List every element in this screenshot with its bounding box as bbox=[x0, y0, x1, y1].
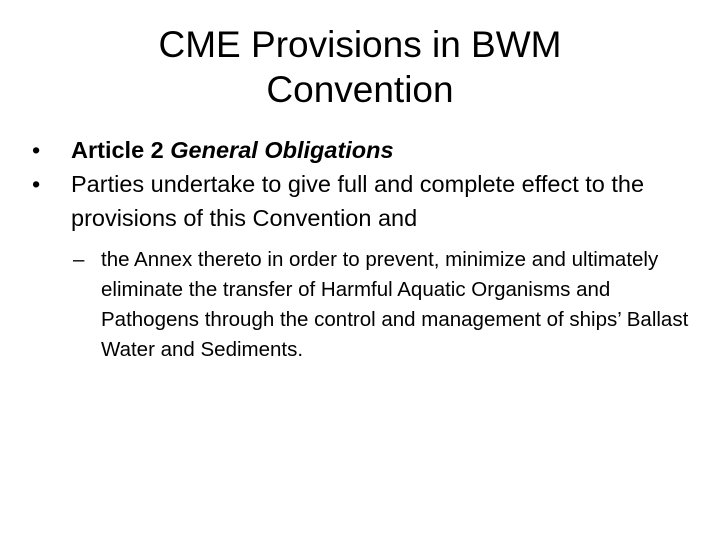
sub-bullet-annex bbox=[26, 245, 691, 365]
bullet-text: Parties undertake to give full and complete effect to the provisions of this Convention and bbox=[71, 171, 645, 231]
bullet-dot-icon: • bbox=[32, 137, 41, 163]
bullet-list bbox=[26, 133, 696, 365]
bullet-article-2 bbox=[26, 133, 696, 167]
sub-bullet-text: the Annex thereto in order to prevent, minimize and ultimately eliminate the transfer of Harmful Aquatic Organisms and Pathogens through the control and management of ships’ Ballast Water and Sediments. bbox=[101, 248, 689, 361]
bullet-dot-icon: • bbox=[32, 171, 41, 197]
title-line-2: Convention bbox=[266, 69, 454, 110]
article-heading: General Obligations bbox=[170, 137, 394, 163]
dash-icon: – bbox=[73, 248, 85, 271]
bullet-parties-undertake bbox=[26, 167, 696, 235]
slide-title bbox=[60, 22, 660, 112]
title-line-1: CME Provisions in BWM bbox=[158, 24, 562, 65]
article-label: Article 2 bbox=[71, 137, 171, 163]
